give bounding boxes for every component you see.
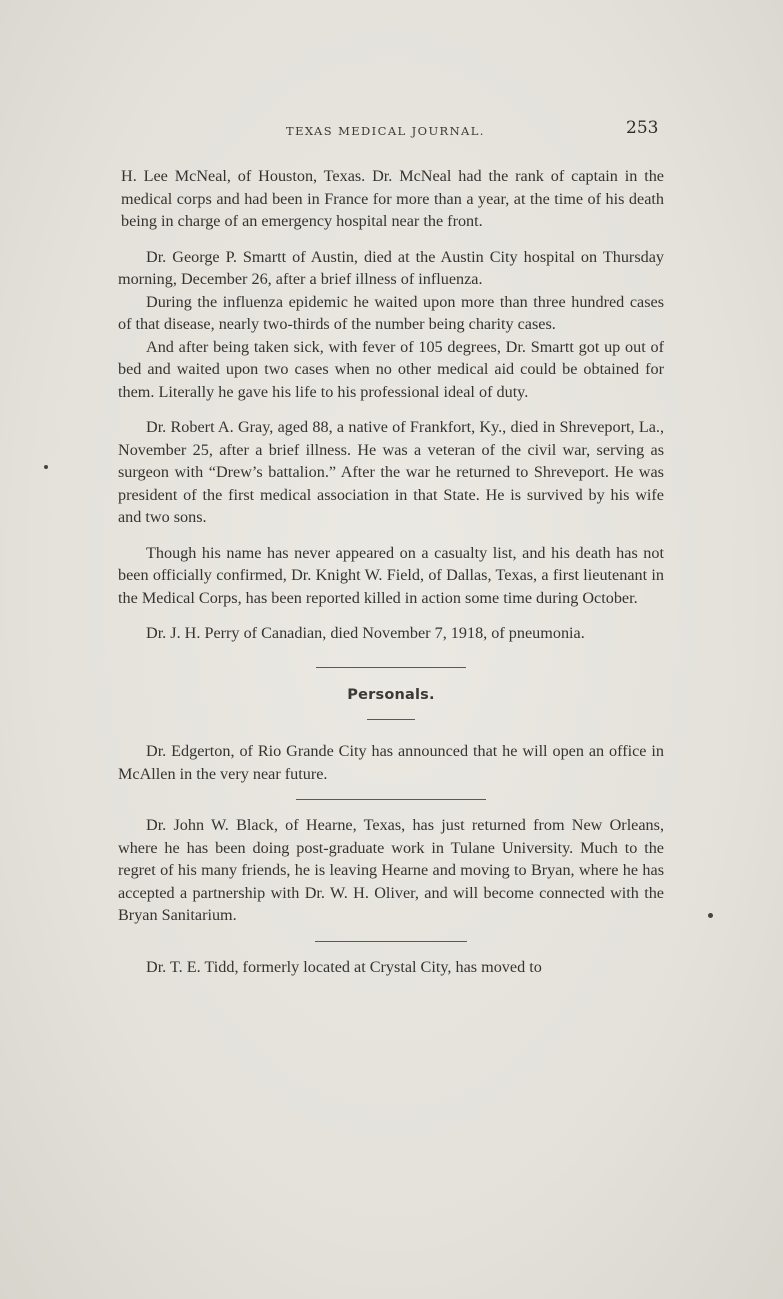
- obituary-field: Though his name has never appeared on a casualty list, and his death has not been officially confirmed, Dr. Knight W. Field, of Dallas, Texas, a first lieutenant in the Medical Corps, has been reported killed in action some time during October.: [118, 543, 664, 607]
- personal-black: Dr. John W. Black, of Hearne, Texas, has just returned from New Orleans, where he has been doing post-graduate work in Tulane University. Much to the regret of his many friends, he is leaving Hearne and moving to Bryan, where he has accepted a partnership with Dr. W. H. Oliver, and will become connected with the Bryan Sanitarium.: [118, 816, 664, 924]
- section-title-personals: Personals.: [347, 686, 435, 703]
- personal-edgerton: Dr. Edgerton, of Rio Grande City has announced that he will open an office in McAllen in the very near future.: [118, 742, 664, 783]
- page-number: 253: [626, 118, 659, 138]
- obituary-smartt-epidemic: During the influenza epidemic he waited upon more than three hundred cases of that disease, nearly two-thirds of the number being charity cases.: [118, 292, 664, 333]
- obituary-mcneal: H. Lee McNeal, of Houston, Texas. Dr. McNeal had the rank of captain in the medical corps and had been in France for more than a year, at the time of his death being in charge of an emergency hospital near the front.: [121, 167, 664, 230]
- article-body: [118, 165, 664, 978]
- obituary-smartt: Dr. George P. Smartt of Austin, died at the Austin City hospital on Thursday morning, December 26, after a brief illness of influenza.: [118, 247, 664, 288]
- paper-speck: [44, 465, 48, 469]
- title-underline: [367, 719, 415, 720]
- item-divider: [296, 799, 486, 800]
- personal-tidd: Dr. T. E. Tidd, formerly located at Crystal City, has moved to: [146, 957, 542, 976]
- obituary-perry: Dr. J. H. Perry of Canadian, died November 7, 1918, of pneumonia.: [146, 624, 585, 642]
- page-header: [0, 118, 783, 142]
- obituary-smartt-duty: And after being taken sick, with fever of 105 degrees, Dr. Smartt got up out of bed and waited upon two cases when no other medical aid could be obtained for them. Literally he gave his life to his professional ideal of duty.: [118, 337, 664, 401]
- obituary-gray: Dr. Robert A. Gray, aged 88, a native of Frankfort, Ky., died in Shreveport, La., November 25, after a brief illness. He was a veteran of the civil war, serving as surgeon with “Drew’s battalion.” After the war he returned to Shreveport. He was president of the first medical association in that State. He is survived by his wife and two sons.: [118, 418, 664, 526]
- running-head: TEXAS MEDICAL JOURNAL.: [286, 124, 485, 138]
- paper-speck: [708, 913, 713, 918]
- section-divider: [316, 667, 466, 668]
- item-divider: [315, 941, 467, 942]
